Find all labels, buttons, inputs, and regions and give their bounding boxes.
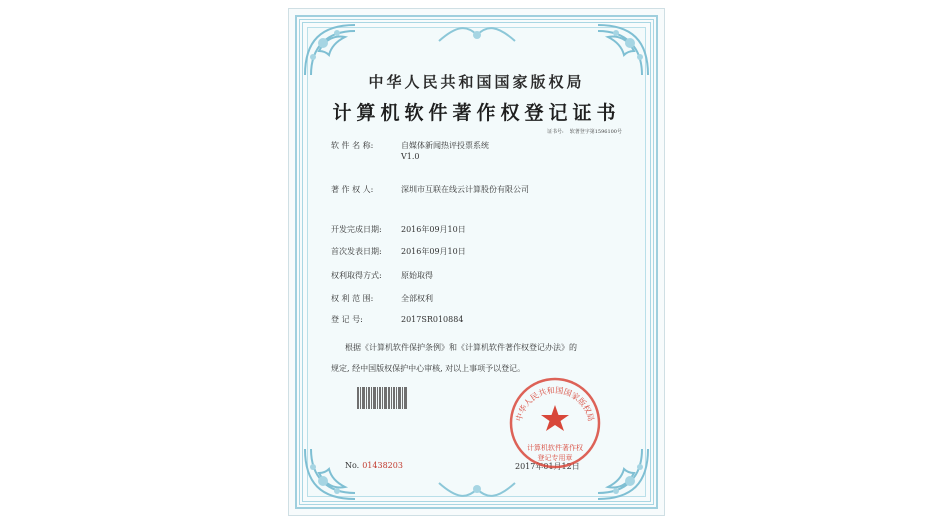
field-value: 深圳市互联在线云计算股份有限公司 (401, 185, 529, 194)
field-value: 2017SR010884 (401, 315, 464, 324)
seal-line2: 登记专用章 (537, 454, 573, 462)
cert-no-label: 证书号: (547, 129, 564, 135)
field-value: 全部权利 (401, 294, 433, 303)
top-ornament-icon (437, 23, 517, 45)
software-version: V1.0 (401, 152, 420, 161)
field-copyright-owner (331, 184, 529, 195)
field-label: 著 作 权 人: (331, 185, 374, 194)
seal-line1: 计算机软件著作权 (527, 444, 583, 452)
field-value: 2016年09月10日 (401, 247, 466, 256)
field-development-date (331, 224, 466, 235)
corner-ornament-icon (301, 445, 359, 503)
field-label: 开发完成日期: (331, 225, 382, 234)
statement-line: 根据《计算机软件保护条例》和《计算机软件著作权登记办法》的 (345, 343, 577, 352)
no-label: No. (345, 461, 360, 470)
certificate-title: 计算机软件著作权登记证书 (332, 102, 621, 124)
field-acquisition-method (331, 270, 433, 281)
field-publication-date (331, 246, 466, 257)
copyright-certificate (288, 8, 665, 516)
field-label: 权利取得方式: (331, 271, 382, 280)
legal-statement (331, 337, 631, 379)
field-rights-scope (331, 293, 433, 304)
issue-date: 2017年01月12日 (515, 462, 580, 471)
field-label: 软 件 名 称: (331, 141, 374, 150)
certificate-number (541, 128, 622, 135)
field-value: 原始取得 (401, 271, 433, 280)
barcode-icon (357, 387, 407, 409)
field-software-name (331, 140, 489, 151)
statement-line: 规定, 经中国版权保护中心审核, 对以上事项予以登记。 (331, 364, 526, 373)
official-seal (507, 375, 603, 471)
cert-no-value: 软著登字第1596100号 (569, 129, 622, 135)
seal-star-icon (541, 405, 569, 431)
bottom-ornament-icon (437, 479, 517, 501)
field-registration-number (331, 314, 463, 325)
no-value: 01438203 (362, 461, 403, 470)
field-label: 登 记 号: (331, 315, 363, 324)
field-value: 2016年09月10日 (401, 225, 466, 234)
field-label: 权 利 范 围: (331, 294, 374, 303)
field-value: 自媒体新闻热评投票系统 (401, 141, 489, 150)
field-label: 首次发表日期: (331, 247, 382, 256)
serial-number (345, 461, 403, 470)
issuing-authority-title: 中华人民共和国国家版权局 (368, 73, 585, 91)
seal-arc-text: 中华人民共和国国家版权局 (514, 385, 596, 423)
